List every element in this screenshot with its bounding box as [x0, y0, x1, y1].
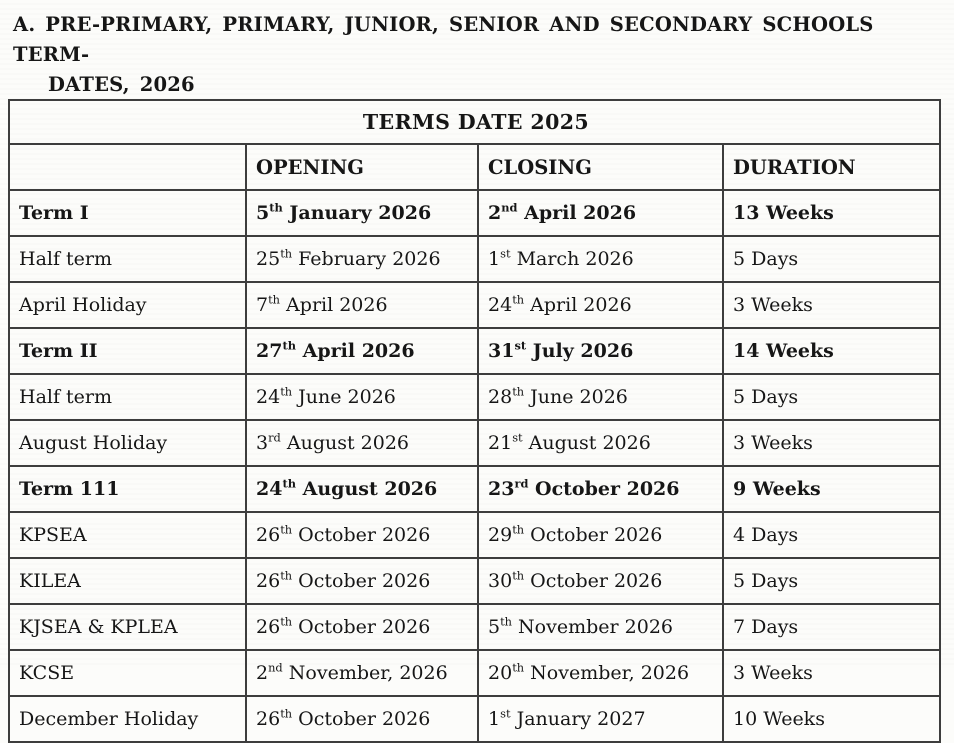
row-label-cell: April Holiday — [9, 282, 246, 328]
opening-date-cell: 5th January 2026 — [246, 190, 478, 236]
table-title: TERMS DATE 2025 — [9, 100, 940, 144]
closing-date-cell: 28th June 2026 — [478, 374, 723, 420]
duration-cell: 5 Days — [723, 558, 940, 604]
duration-cell: 9 Weeks — [723, 466, 940, 512]
row-label-cell: December Holiday — [9, 696, 246, 742]
closing-date-cell: 21st August 2026 — [478, 420, 723, 466]
table-row — [9, 650, 940, 696]
opening-date-cell: 26th October 2026 — [246, 512, 478, 558]
duration-cell: 7 Days — [723, 604, 940, 650]
closing-date-cell: 24th April 2026 — [478, 282, 723, 328]
duration-cell: 3 Weeks — [723, 650, 940, 696]
table-row — [9, 328, 940, 374]
duration-cell: 14 Weeks — [723, 328, 940, 374]
table-row — [9, 466, 940, 512]
column-header-blank — [9, 144, 246, 190]
column-header-duration: DURATION — [723, 144, 940, 190]
table-row — [9, 236, 940, 282]
duration-cell: 3 Weeks — [723, 282, 940, 328]
row-label-cell: KILEA — [9, 558, 246, 604]
table-row — [9, 282, 940, 328]
opening-date-cell: 26th October 2026 — [246, 558, 478, 604]
table-row — [9, 512, 940, 558]
column-header-closing: CLOSING — [478, 144, 723, 190]
closing-date-cell: 2nd April 2026 — [478, 190, 723, 236]
closing-date-cell: 23rd October 2026 — [478, 466, 723, 512]
closing-date-cell: 29th October 2026 — [478, 512, 723, 558]
row-label-cell: August Holiday — [9, 420, 246, 466]
opening-date-cell: 26th October 2026 — [246, 696, 478, 742]
duration-cell: 10 Weeks — [723, 696, 940, 742]
duration-cell: 4 Days — [723, 512, 940, 558]
opening-date-cell: 26th October 2026 — [246, 604, 478, 650]
opening-date-cell: 24th August 2026 — [246, 466, 478, 512]
duration-cell: 5 Days — [723, 374, 940, 420]
row-label-cell: Term 111 — [9, 466, 246, 512]
row-label-cell: Term II — [9, 328, 246, 374]
row-label-cell: Half term — [9, 374, 246, 420]
column-header-opening: OPENING — [246, 144, 478, 190]
page-title — [13, 10, 947, 100]
opening-date-cell: 7th April 2026 — [246, 282, 478, 328]
page-title-line1: A. PRE-PRIMARY, PRIMARY, JUNIOR, SENIOR AND SECONDARY SCHOOLS TERM- — [13, 13, 874, 66]
table-row — [9, 190, 940, 236]
closing-date-cell: 31st July 2026 — [478, 328, 723, 374]
opening-date-cell: 2nd November, 2026 — [246, 650, 478, 696]
opening-date-cell: 24th June 2026 — [246, 374, 478, 420]
closing-date-cell: 1st March 2026 — [478, 236, 723, 282]
opening-date-cell: 3rd August 2026 — [246, 420, 478, 466]
term-dates-table — [8, 99, 941, 743]
table-header-row — [9, 144, 940, 190]
row-label-cell: KPSEA — [9, 512, 246, 558]
table-row — [9, 558, 940, 604]
duration-cell: 5 Days — [723, 236, 940, 282]
table-row — [9, 420, 940, 466]
table-title-row — [9, 100, 940, 144]
closing-date-cell: 30th October 2026 — [478, 558, 723, 604]
duration-cell: 3 Weeks — [723, 420, 940, 466]
page-title-line2: DATES, 2026 — [48, 73, 195, 96]
row-label-cell: KJSEA & KPLEA — [9, 604, 246, 650]
row-label-cell: Half term — [9, 236, 246, 282]
table-body — [9, 190, 940, 742]
closing-date-cell: 1st January 2027 — [478, 696, 723, 742]
table-row — [9, 604, 940, 650]
opening-date-cell: 27th April 2026 — [246, 328, 478, 374]
opening-date-cell: 25th February 2026 — [246, 236, 478, 282]
closing-date-cell: 20th November, 2026 — [478, 650, 723, 696]
row-label-cell: Term I — [9, 190, 246, 236]
table-row — [9, 374, 940, 420]
closing-date-cell: 5th November 2026 — [478, 604, 723, 650]
table-row — [9, 696, 940, 742]
duration-cell: 13 Weeks — [723, 190, 940, 236]
row-label-cell: KCSE — [9, 650, 246, 696]
